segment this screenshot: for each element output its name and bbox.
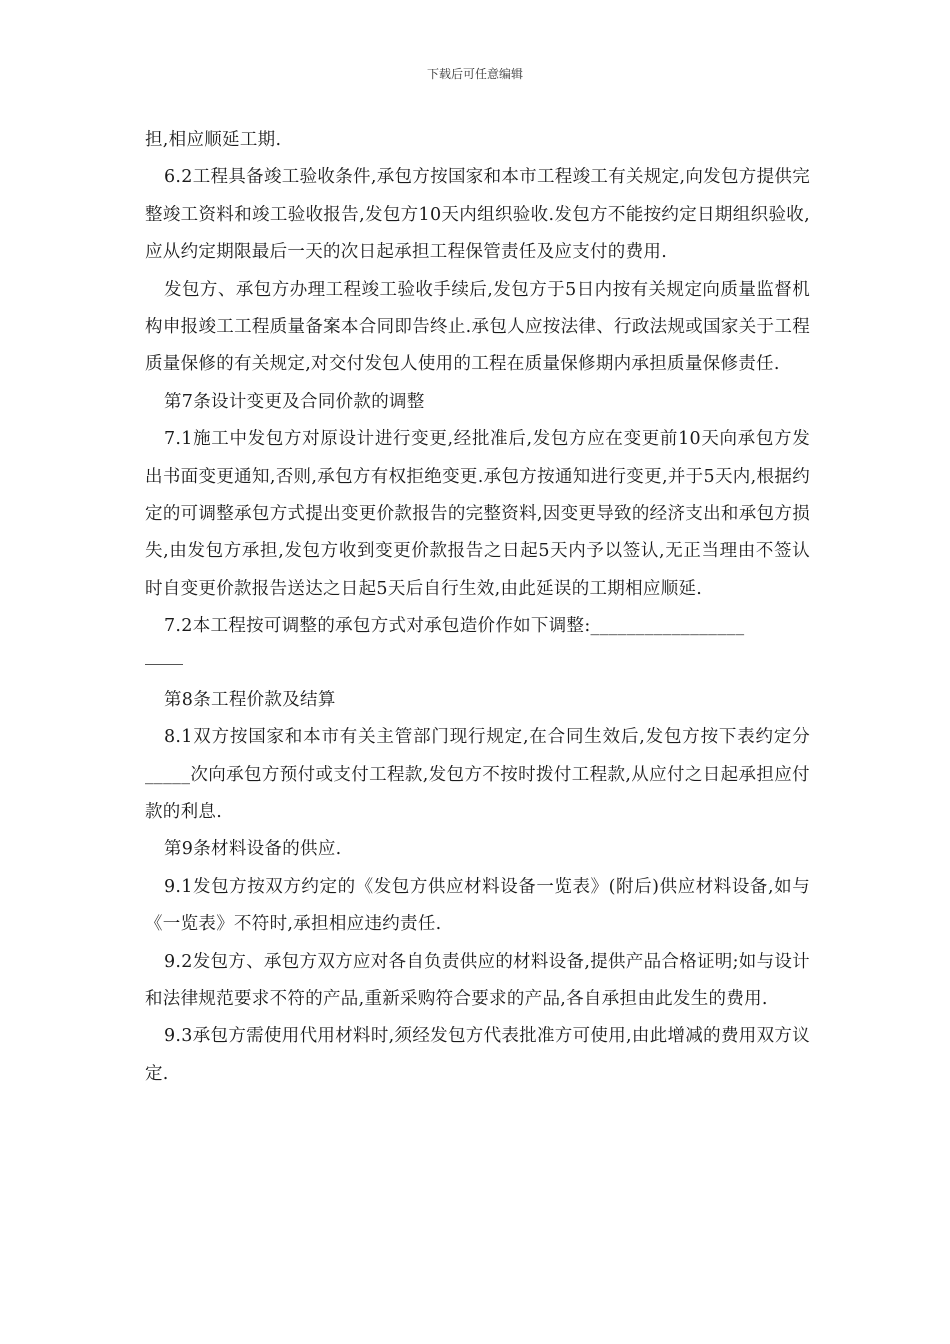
- paragraph: 9.1发包方按双方约定的《发包方供应材料设备一览表》(附后)供应材料设备,如与《一览表》不符时,承担相应违约责任.: [145, 876, 810, 935]
- paragraph: 9.2发包方、承包方双方应对各自负责供应的材料设备,提供产品合格证明;如与设计和法律规范要求不符的产品,重新采购符合要求的产品,各自承担由此发生的费用.: [145, 951, 810, 1009]
- page-header: 下载后可任意编辑: [426, 67, 523, 81]
- paragraph-with-blank: 7.2本工程按可调整的承包方式对承包造价作如下调整:_________________: [164, 616, 745, 637]
- paragraph: 担,相应顺延工期.: [145, 130, 282, 150]
- fill-in-blank-line: [145, 664, 183, 665]
- section-heading: 第8条工程价款及结算: [164, 689, 336, 710]
- document-body: [145, 122, 810, 1093]
- paragraph: 9.3承包方需使用代用材料时,须经发包方代表批准方可使用,由此增减的费用双方议定.: [145, 1026, 810, 1084]
- paragraph: 6.2工程具备竣工验收条件,承包方按国家和本市工程竣工有关规定,向发包方提供完整竣工资料和竣工验收报告,发包方10天内组织验收.发包方不能按约定日期组织验收,应从约定期限最后一天的次日起承担工程保管责任及应支付的费用.: [145, 167, 810, 263]
- paragraph: 8.1双方按国家和本市有关主管部门现行规定,在合同生效后,发包方按下表约定分_____次向承包方预付或支付工程款,发包方不按时拨付工程款,从应付之日起承担应付款的利息.: [145, 727, 810, 822]
- paragraph: 发包方、承包方办理工程竣工验收手续后,发包方于5日内按有关规定向质量监督机构申报竣工工程质量备案本合同即告终止.承包人应按法律、行政法规或国家关于工程质量保修的有关规定,对交付发包人使用的工程在质量保修期内承担质量保修责任.: [145, 279, 810, 375]
- section-heading: 第9条材料设备的供应.: [164, 839, 342, 860]
- section-heading: 第7条设计变更及合同价款的调整: [164, 391, 425, 412]
- paragraph: 7.1施工中发包方对原设计进行变更,经批准后,发包方应在变更前10天向承包方发出书面变更通知,否则,承包方有权拒绝变更.承包方按通知进行变更,并于5天内,根据约定的可调整承包方式提出变更价款报告的完整资料,因变更导致的经济支出和承包方损失,由发包方承担,发包方收到变更价款报告之日起5天内予以签认,无正当理由不签认时自变更价款报告送达之日起5天后自行生效,由此延误的工期相应顺延.: [145, 429, 810, 599]
